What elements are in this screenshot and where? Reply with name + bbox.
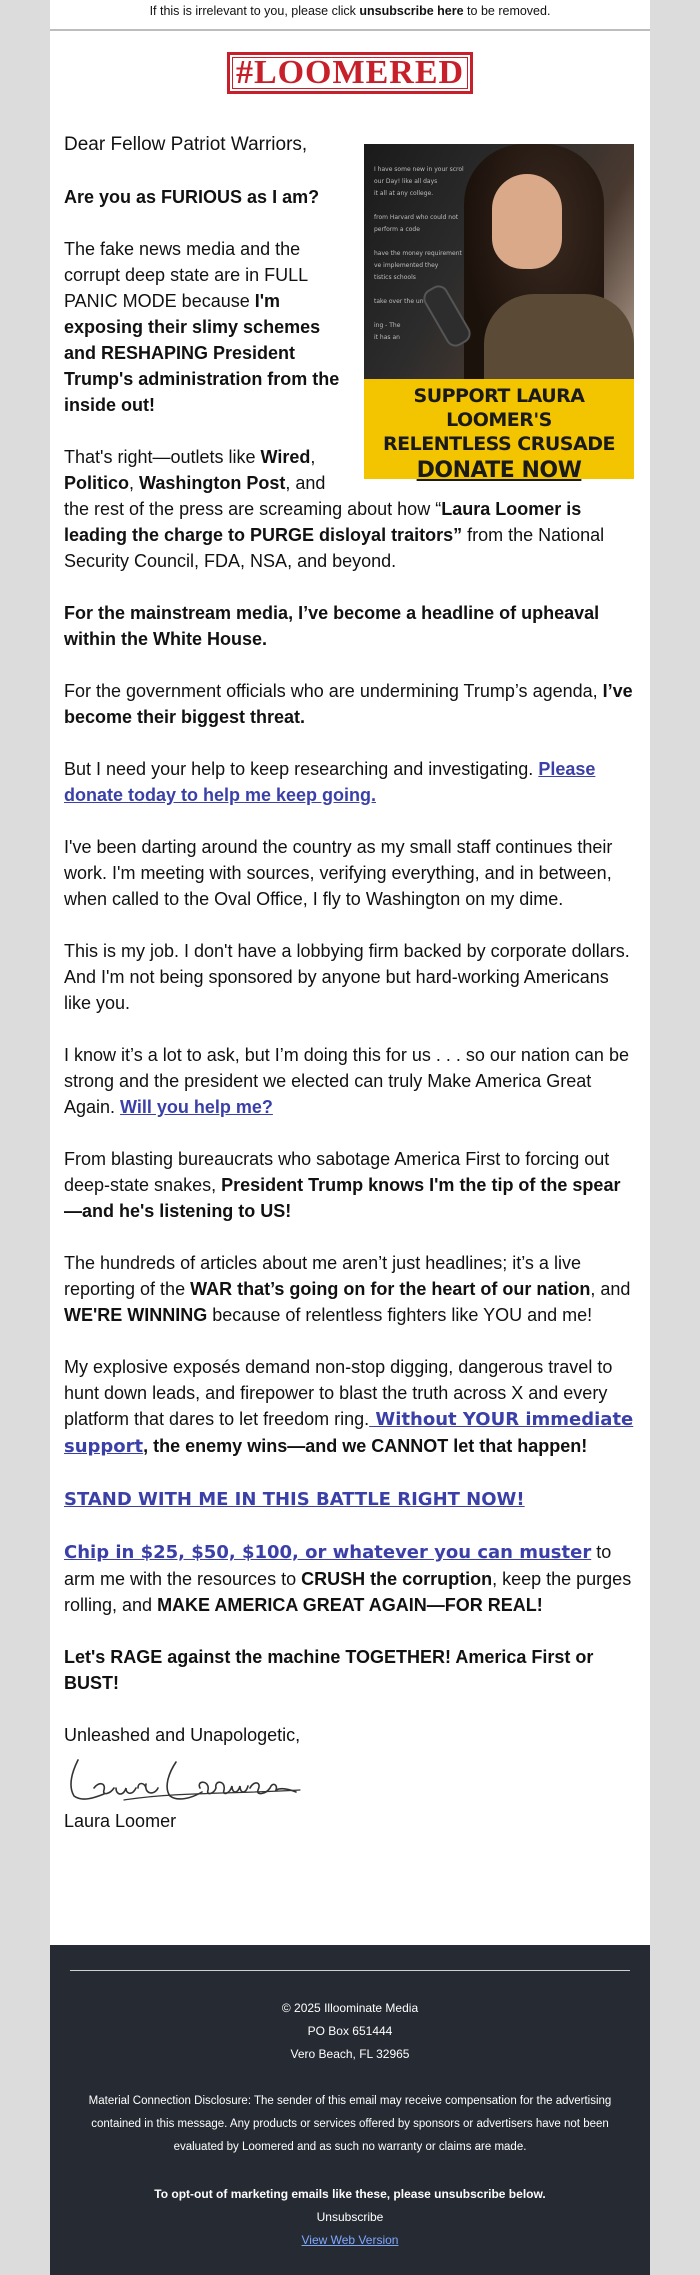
portrait-body bbox=[484, 294, 634, 379]
will-you-help-link[interactable]: Will you help me? bbox=[120, 1097, 273, 1117]
unsubscribe-here-link[interactable]: unsubscribe here bbox=[359, 4, 464, 18]
donate-promo-image[interactable] bbox=[364, 144, 634, 483]
loomered-logo: #LOOMERED bbox=[227, 52, 473, 94]
footer-divider bbox=[70, 1970, 630, 1971]
view-web-version-link[interactable]: View Web Version bbox=[301, 2233, 399, 2247]
donate-today-link[interactable]: Please donate today to help me keep going. bbox=[64, 759, 596, 805]
paragraph-chip-in: Chip in $25, $50, $100, or whatever you can muster to arm me with the resources to CRUSH the corruption, keep the purges rolling, and MAKE AMERICA GREAT AGAIN—FOR REAL! bbox=[64, 1542, 632, 1615]
email-body bbox=[64, 132, 634, 1860]
po-box: PO Box 651444 bbox=[307, 2024, 393, 2038]
paragraph-outlets: That's right—outlets like Wired, Politico, Washington Post, and the rest of the press are screaming about how “Laura Loomer is leading the charge to PURGE disloyal traitors” from the National Security Council, FDA, NSA, and beyond. bbox=[64, 447, 605, 571]
chip-in-link[interactable]: Chip in $25, $50, $100, or whatever you can muster bbox=[64, 1542, 592, 1563]
closing: Unleashed and Unapologetic, bbox=[64, 1725, 301, 1745]
handwritten-signature bbox=[64, 1752, 304, 1808]
paragraph-furious: Are you as FURIOUS as I am? bbox=[64, 187, 320, 207]
unsubscribe-link[interactable]: Unsubscribe bbox=[316, 2210, 384, 2224]
greeting: Dear Fellow Patriot Warriors, bbox=[64, 134, 308, 155]
screen-text: I have some new in your scrol our Day! like all days it all at any college. from Harvard who could not perform a code have the money requirement ve implemented they tistics schools take over the un ing - The it has an bbox=[374, 166, 464, 341]
donate-now-button[interactable]: DONATE NOW bbox=[416, 458, 582, 483]
paragraph-rage: Let's RAGE against the machine TOGETHER! America First or BUST! bbox=[64, 1647, 594, 1693]
promo-line-2: RELENTLESS CRUSADE bbox=[383, 433, 615, 455]
optout-notice: To opt-out of marketing emails like these, please unsubscribe below. bbox=[154, 2187, 546, 2201]
footer-address bbox=[50, 1997, 650, 2066]
material-disclosure: Material Connection Disclosure: The sender of this email may receive compensation for the advertising contained in this message. Any products or services offered by sponsors or advertisers have not been evaluated by Loomered and as such no warranty or claims are made. bbox=[88, 2095, 612, 2153]
logo-container bbox=[50, 31, 650, 97]
stand-with-me-link[interactable]: STAND WITH ME IN THIS BATTLE RIGHT NOW! bbox=[64, 1489, 525, 1510]
portrait-face bbox=[492, 174, 562, 269]
podcast-photo bbox=[364, 144, 634, 379]
paragraph-articles: The hundreds of articles about me aren’t just headlines; it’s a live reporting of the WAR that’s going on for the heart of our nation, and WE'RE WINNING because of relentless fighters like YOU and me! bbox=[64, 1253, 631, 1325]
email-page bbox=[50, 0, 650, 2275]
paragraph-biggest-threat: For the government officials who are undermining Trump’s agenda, I’ve become their biggest threat. bbox=[64, 681, 633, 727]
paragraph-stand-with-me bbox=[64, 1486, 634, 1513]
paragraph-need-help: But I need your help to keep researching and investigating. Please donate today to help me keep going. bbox=[64, 759, 596, 805]
signature-name: Laura Loomer bbox=[64, 1811, 177, 1831]
donate-banner[interactable] bbox=[364, 379, 634, 483]
unsubscribe-notice-bar bbox=[50, 0, 650, 31]
paragraph-lot-to-ask: I know it’s a lot to ask, but I’m doing this for us . . . so our nation can be strong and the president we elected can truly Make America Great Again. Will you help me? bbox=[64, 1045, 629, 1117]
unsubscribe-notice-prefix: If this is irrelevant to you, please click bbox=[149, 4, 360, 18]
paragraph-exposes: My explosive exposés demand non-stop digging, dangerous travel to hunt down leads, and firepower to blast the truth across X and every platform that dares to let freedom ring. Without YOUR immediate support, the enemy wins—and we CANNOT let that happen! bbox=[64, 1357, 634, 1457]
copyright: © 2025 Illoominate Media bbox=[281, 2001, 419, 2015]
paragraph-mainstream-media: For the mainstream media, I’ve become a headline of upheaval within the White House. bbox=[64, 603, 600, 649]
city-state-zip: Vero Beach, FL 32965 bbox=[290, 2047, 410, 2061]
immediate-support-link[interactable]: Without YOUR immediate support bbox=[64, 1409, 634, 1457]
paragraph-darting: I've been darting around the country as my small staff continues their work. I'm meeting with sources, verifying everything, and in between, when called to the Oval Office, I fly to Washington on my dime. bbox=[64, 837, 613, 909]
email-footer bbox=[50, 1945, 650, 2275]
unsubscribe-notice-suffix: to be removed. bbox=[463, 4, 551, 18]
paragraph-tip-of-spear: From blasting bureaucrats who sabotage America First to forcing out deep-state snakes, President Trump knows I'm the tip of the spear—and he's listening to US! bbox=[64, 1149, 621, 1221]
paragraph-panic-mode: The fake news media and the corrupt deep state are in FULL PANIC MODE because I'm exposing their slimy schemes and RESHAPING President Trump's administration from the inside out! bbox=[64, 239, 340, 415]
paragraph-my-job: This is my job. I don't have a lobbying firm backed by corporate dollars. And I'm not being sponsored by anyone but hard-working Americans like you. bbox=[64, 941, 630, 1013]
promo-line-1: SUPPORT LAURA LOOMER'S bbox=[413, 385, 585, 431]
